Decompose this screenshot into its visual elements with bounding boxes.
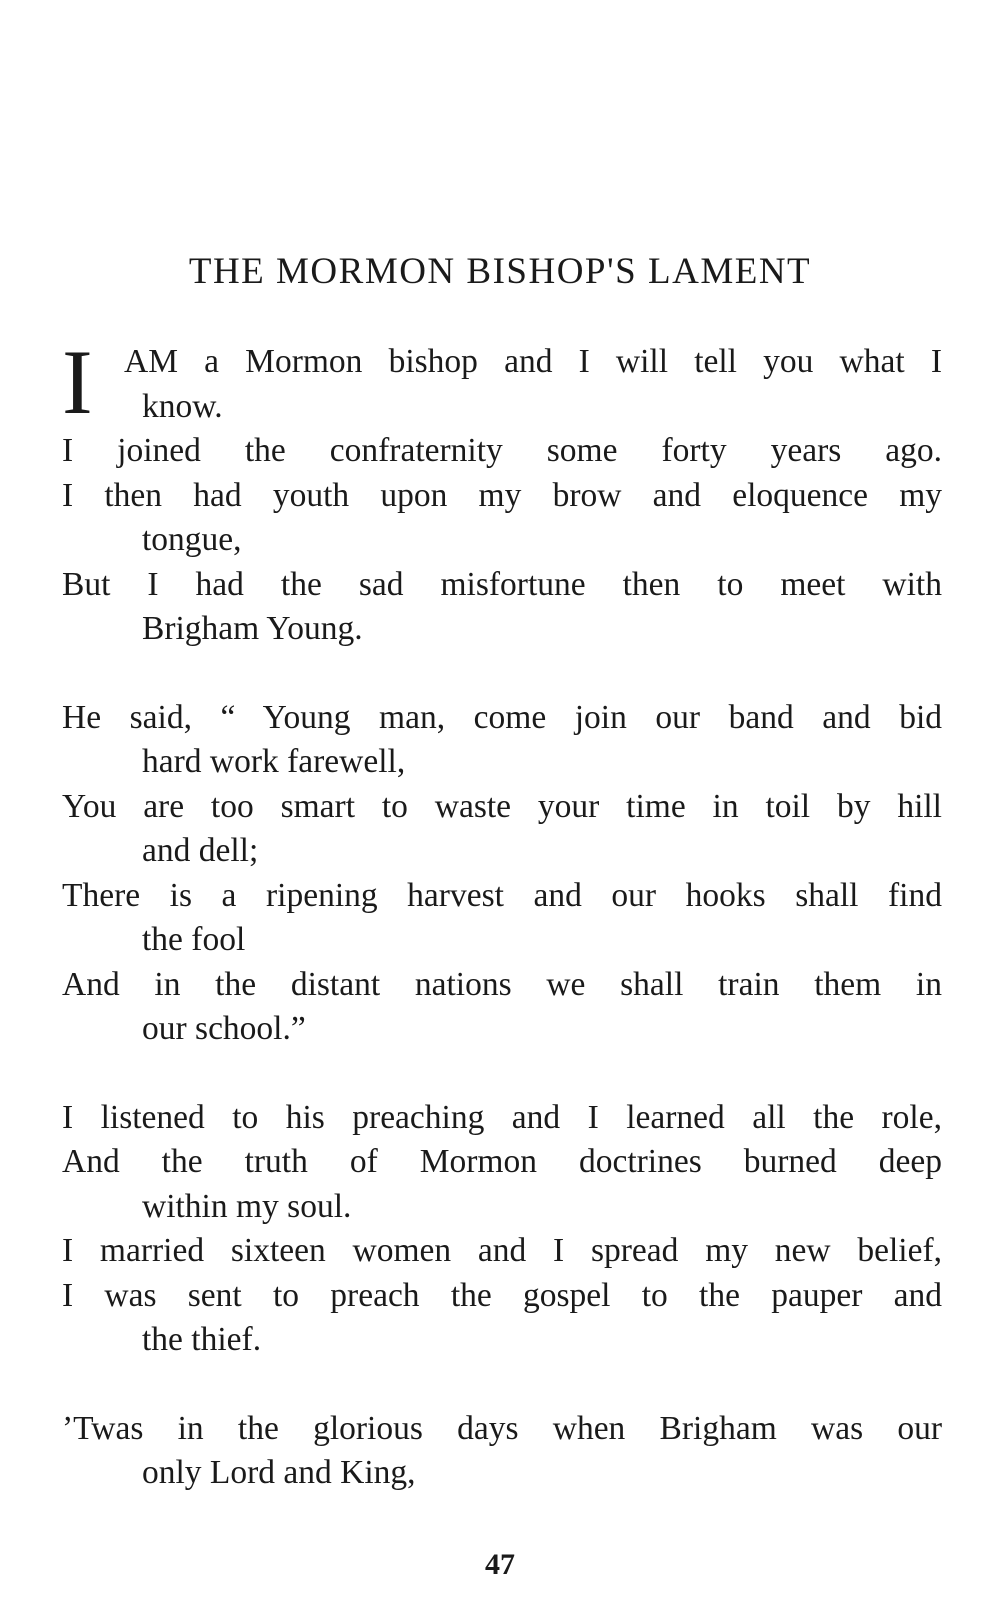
drop-cap: I: [62, 331, 93, 433]
poem-line-continuation: and dell;: [142, 832, 259, 869]
poem-line: I then had youth upon my brow and eloquence my: [62, 476, 942, 514]
stanza-gap: [62, 652, 942, 696]
poem-line-continuation: our school.”: [142, 1010, 306, 1047]
poem-line: You are too smart to waste your time in toil by hill: [62, 787, 942, 825]
opening-line: [62, 331, 942, 433]
poem-line-continuation: know.: [142, 387, 223, 425]
poem-body: [62, 331, 942, 1496]
poem-line: He said, “ Young man, come join our band and bid: [62, 698, 942, 736]
poem-line: ’Twas in the glorious days when Brigham was our: [62, 1409, 942, 1447]
poem-line-continuation: within my soul.: [142, 1187, 352, 1225]
stanza-gap: [62, 1363, 942, 1407]
poem-line: And in the distant nations we shall train them in: [62, 965, 942, 1003]
poem-line: I joined the confraternity some forty years ago.: [62, 432, 942, 469]
stanza-4: [62, 1407, 942, 1496]
page-title: THE MORMON BISHOP'S LAMENT: [188, 251, 812, 292]
poem-line-continuation: the fool: [142, 921, 246, 958]
poem-line: I married sixteen women and I spread my new belief,: [62, 1232, 942, 1269]
stanza-gap: [62, 1052, 942, 1096]
poem-line-continuation: the thief.: [142, 1321, 262, 1358]
stanza-3: [62, 1096, 942, 1363]
poem-line: I listened to his preaching and I learned all the role,: [62, 1098, 942, 1136]
poem-line-continuation: Brigham Young.: [142, 610, 363, 647]
poem-line-continuation: tongue,: [142, 521, 242, 558]
poem-line: There is a ripening harvest and our hooks shall find: [62, 876, 942, 914]
poem-line: I was sent to preach the gospel to the pauper and: [62, 1276, 942, 1314]
stanza-1: [62, 429, 942, 652]
page-number: 47: [485, 1548, 515, 1581]
poem-line-continuation: hard work farewell,: [142, 743, 406, 780]
poem-line: But I had the sad misfortune then to meet with: [62, 565, 942, 603]
stanza-2: [62, 696, 942, 1052]
poem-line: AM a Mormon bishop and I will tell you what I: [124, 343, 942, 380]
poem-line: And the truth of Mormon doctrines burned deep: [62, 1143, 942, 1180]
poem-line-continuation: only Lord and King,: [142, 1454, 416, 1491]
